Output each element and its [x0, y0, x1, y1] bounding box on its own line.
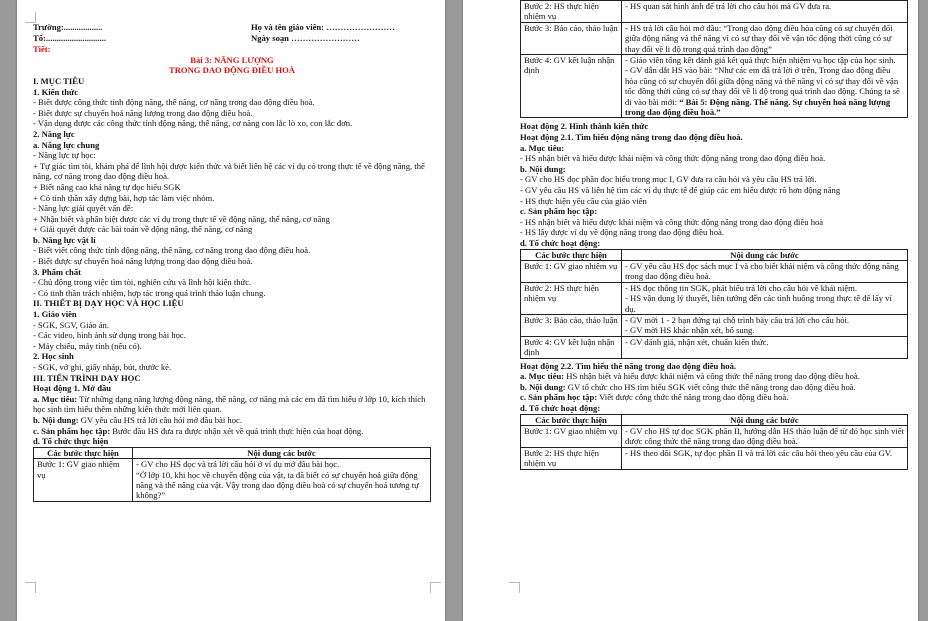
activity-detail-line — [33, 394, 431, 415]
body-line: - Năng lực tự học: — [33, 150, 96, 161]
document-page-right — [463, 0, 918, 621]
table-row — [521, 426, 908, 448]
content-label: b. Nội dung: — [520, 163, 566, 174]
activity-2-2-table — [520, 414, 908, 470]
table-cell-step: Bước 2: HS thực hiện nhiệm vụ — [521, 1, 622, 23]
page-left-content — [33, 0, 431, 502]
organization-label: d. Tổ chức hoạt động: — [520, 403, 601, 414]
body-line: + Giải quyết được các bài toán về động năng, thế năng, cơ năng — [33, 224, 253, 235]
section-heading: Hoạt động 1. Mở đầu — [33, 383, 112, 394]
table-row — [521, 261, 908, 283]
table-cell-content — [622, 282, 908, 314]
section-heading: 1. Kiến thức — [33, 86, 79, 97]
section-heading: I. MỤC TIÊU — [33, 75, 85, 86]
cell-line: - Giáo viên tổng kết đánh giá kết quả thực hiện nhiệm vụ học tập của học sinh. — [625, 55, 896, 66]
activity-1-table — [33, 447, 431, 502]
table-row — [521, 55, 908, 118]
group-field: Tổ:............................ — [33, 32, 107, 43]
table-cell-content: - GV cho HS tự đọc SGK phần II, hướng dẫn HS thảo luận để từ đó học sinh viết được công thức thế năng trong dao động điều hoà. — [622, 426, 908, 448]
activity-1-table-continued — [520, 0, 908, 118]
table-row — [521, 22, 908, 54]
table-cell-content — [622, 55, 908, 118]
table-cell-step: Bước 4: GV kết luận nhận định — [521, 336, 622, 358]
table-cell-content — [133, 459, 431, 502]
objective-label: a. Mục tiêu: — [520, 142, 565, 153]
lesson-body — [33, 76, 431, 394]
content-label: b. Nội dung: — [520, 381, 566, 392]
body-line: - Chủ động trong việc tìm tòi, nghiên cứu và lĩnh hội kiến thức. — [33, 277, 252, 288]
table-header: Các bước thực hiện — [34, 447, 133, 458]
cell-line — [625, 65, 904, 117]
page-corner-mark — [509, 582, 520, 593]
cell-text: - GV dẫn dắt HS vào bài: “Như các em đã trả lời ở trên, Trong dao động điều hòa cũng có sự chuyển đổi giữa động năng và thế năng vì có sự thay đổi về vận tốc đồng thời cũng có sự thay đổi về li độ trong quá trình dao động. Chúng ta sẽ đi vào bài mới: — [625, 65, 900, 107]
body-line: + Biết năng cao khả năng tự đọc hiểu SGK — [33, 181, 181, 192]
detail-text: Bước đầu HS đưa ra được nhận xét về quá trình thực hiện của hoạt động. — [110, 425, 364, 436]
cell-line: “Ở lớp 10, khi học về chuyển động của vật, ta đã biết có sự chuyển hoá giữa động năng và thế năng của vật. Vậy trong dao động điều hoà có sự chuyển hoá tương tự không?” — [136, 469, 419, 501]
product-label: c. Sản phẩm học tập: — [520, 206, 598, 217]
document-page-left — [17, 0, 445, 621]
body-line: - Biết viết công thức tính động năng, thế năng, cơ năng trong dao động điều hoà. — [33, 245, 311, 256]
table-row — [521, 336, 908, 358]
body-line: + Tự giác tìm tòi, khám phá để lĩnh hội được kiến thức và biết liên hệ các ví dụ có trong thực tế về động năng, thế năng, cơ năng trong dao động điều hoà. — [33, 160, 425, 182]
content-line: - HS thực hiện yêu cầu của giáo viên — [520, 195, 647, 206]
section-heading: II. THIẾT BỊ DẠY HỌC VÀ HỌC LIỆU — [33, 298, 184, 309]
table-row — [521, 1, 908, 23]
table-row — [521, 315, 908, 337]
header-row-2 — [33, 33, 431, 44]
body-line: - SGK, SGV, Giáo án. — [33, 319, 109, 330]
section-heading: 2. Học sinh — [33, 351, 74, 362]
body-line: + Có tinh thần xây dựng bài, hợp tác làm việc nhóm. — [33, 192, 215, 203]
cell-line: - GV mời 1 - 2 bạn đứng tại chỗ trình bày câu trả lời cho câu hỏi. — [625, 315, 850, 326]
new-lesson-title: “ Bài 5: Động năng. Thế năng. Sự chuyển hoá năng lượng trong dao động điều hoà.” — [625, 96, 891, 118]
table-row — [521, 282, 908, 314]
body-line: - SGK, vở ghi, giấy nháp, bút, thước kẻ. — [33, 362, 172, 372]
section-heading: 1. Giáo viên — [33, 309, 77, 320]
cell-line: - GV cho HS đọc và trả lời câu hỏi ở ví dụ mở đầu bài học. — [136, 459, 340, 470]
table-header: Nội dung các bước — [622, 414, 908, 425]
table-header: Nội dung các bước — [622, 249, 908, 260]
table-header: Các bước thực hiện — [521, 414, 622, 425]
section-heading: 2. Năng lực — [33, 128, 75, 139]
table-cell-step: Bước 2: HS thực hiện nhiệm vụ — [521, 447, 622, 469]
product-label: c. Sản phẩm học tập: — [520, 392, 598, 403]
section-heading: b. Năng lực vật lí — [33, 234, 96, 245]
product-line: - HS nhận biết và hiểu được khái niệm và công thức động năng trong dao động điều hoà — [520, 216, 824, 227]
body-line: - Biết được sự chuyển hoá năng lượng trong dao động điều hoà. — [33, 256, 253, 267]
table-cell-content — [622, 315, 908, 337]
cell-line: - HS vận dụng lý thuyết, liên tưởng đến các tình huống trong thực tế để lấy ví dụ. — [625, 293, 892, 314]
activity-detail-line — [33, 426, 431, 437]
detail-label: a. Mục tiêu: — [33, 393, 78, 404]
table-cell-content: - GV yêu cầu HS đọc sách mục I và cho biết khái niệm và công thức động năng trong dao động điều hoà. — [622, 261, 908, 283]
page-corner-mark — [25, 582, 36, 593]
content-line: - GV yêu cầu HS và liên hệ tìm các ví dụ thực tế để giúp các em hiểu được rõ hơn động năng — [520, 185, 841, 196]
table-cell-content: - HS quan sát hình ảnh để trả lời cho câu hỏi mà GV đưa ra. — [622, 1, 908, 23]
cell-line: - GV mời HS khác nhận xét, bổ sung. — [625, 325, 755, 336]
organization-label: d. Tổ chức hoạt động: — [520, 238, 601, 248]
body-line: - Vận dụng được các công thức tính động năng, thế năng, cơ năng con lắc lò xo, con lắc đơn. — [33, 118, 353, 129]
detail-text: GV yêu cầu HS trả lời câu hỏi mở đầu bài học. — [78, 414, 242, 425]
product-line: - HS lấy được ví dụ về động năng trong dao động điều hoà. — [520, 227, 724, 238]
activity-2-heading: Hoạt động 2. Hình thành kiến thức — [520, 121, 649, 132]
table-cell-step: Bước 4: GV kết luận nhận định — [521, 55, 622, 118]
objective-2 — [520, 371, 908, 382]
section-heading: a. Năng lực chung — [33, 139, 100, 150]
content-text: GV tổ chức cho HS tìm hiểu SGK viết công thức thế năng trong dao động điều hoà. — [565, 381, 856, 392]
body-line: - Các video, hình ảnh sử dụng trong bài học. — [33, 330, 186, 341]
objective-text: HS nhận biết và hiểu được khái niệm và công thức thế năng trong dao động điều hoà. — [564, 371, 860, 382]
lesson-title-line-1: Bài 3: NĂNG LƯỢNG — [190, 54, 274, 65]
page-right-content — [520, 0, 908, 470]
table-cell-step: Bước 3: Báo cáo, thảo luận — [521, 315, 622, 337]
activity-2-1-heading: Hoạt động 2.1. Tìm hiểu động năng trong dao động điều hoà. — [520, 132, 743, 143]
table-header-row — [521, 414, 908, 425]
product-2 — [520, 392, 908, 403]
table-cell-content: - HS trả lời câu hỏi mở đầu: “Trong dao động điều hòa cũng có sự chuyển đổi giữa động năng và thế năng vì có sự thay đổi về vận tốc động thời cũng có sự thay đổi về li độ trong quá trình dao động” — [622, 22, 908, 54]
product-text: Viết được công thức thế năng trong dao động điều hoà. — [597, 392, 789, 403]
cell-line: - HS đọc thông tin SGK, phát biểu trả lời cho câu hỏi về khái niệm. — [625, 282, 857, 293]
body-line: - Biết được công thức tính động năng, thế năng, cơ năng trong dao động điều hoà. — [33, 97, 315, 108]
body-line: - Biết được sự chuyển hoá năng lượng trong dao động điều hoà. — [33, 107, 253, 118]
content-2 — [520, 382, 908, 393]
table-row — [521, 447, 908, 469]
table-cell-step: Bước 2: HS thực hiện nhiệm vụ — [521, 282, 622, 314]
lesson-period: Tiết: — [33, 44, 51, 55]
detail-label: c. Sản phẩm học tập: — [33, 425, 111, 436]
activity-detail-line — [33, 415, 431, 426]
objective-text: - HS nhận biết và hiểu được khái niệm và công thức động năng trong dao động điều hoà. — [520, 153, 826, 164]
activity-2-1-table — [520, 249, 908, 359]
table-cell-step: Bước 1: GV giao nhiệm vụ — [521, 426, 622, 448]
table-header-row — [34, 447, 431, 458]
teacher-field: Họ và tên giáo viên: …………………… — [251, 22, 395, 32]
activity-2-2-heading: Hoạt động 2.2. Tìm hiểu thế năng trong dao động điều hoà. — [520, 360, 737, 371]
body-line: - Máy chiếu, máy tính (nếu có). — [33, 340, 142, 351]
table-header: Các bước thực hiện — [521, 249, 622, 260]
table-header-row — [521, 249, 908, 260]
body-line: - Năng lực giải quyết vấn đề: — [33, 203, 134, 214]
detail-text: Từ những dạng năng lượng động năng, thế năng, cơ năng mà các em đã tìm hiểu ở lớp 10, kích thích học sinh tìm hiểu thêm những kiến thức mới liên quan. — [33, 393, 426, 415]
table-cell-step: Bước 1: GV giao nhiệm vụ — [521, 261, 622, 283]
table-cell-step: Bước 1: GV giao nhiệm vụ — [34, 459, 133, 502]
table-cell-step: Bước 3: Báo cáo, thảo luận — [521, 22, 622, 54]
body-line: - Có tinh thần trách nhiệm, hợp tác trong quá trình thảo luận chung. — [33, 287, 266, 298]
objective-label: a. Mục tiêu: — [520, 371, 565, 382]
section-label: d. Tổ chức thực hiện — [33, 436, 109, 447]
detail-label: b. Nội dung: — [33, 414, 79, 425]
section-heading: 3. Phẩm chất — [33, 266, 81, 277]
header-row-1 — [33, 22, 431, 33]
table-cell-content: - HS theo dõi SGK, tự đọc phần II và trả lời các câu hỏi theo yêu cầu của GV. — [622, 447, 908, 469]
lesson-title-line-2: TRONG DAO ĐỘNG ĐIỀU HOÀ — [168, 65, 296, 76]
date-field: Ngày soạn …………………… — [251, 32, 360, 43]
page-corner-mark — [430, 582, 441, 593]
table-row — [34, 459, 431, 502]
school-field: Trường:.................. — [33, 22, 103, 32]
table-header: Nội dung các bước — [133, 447, 431, 458]
section-heading: III. TIẾN TRÌNH DẠY HỌC — [33, 372, 141, 383]
content-line: - GV cho HS đọc phần đọc hiểu trong mục I, GV đưa ra câu hỏi và yêu cầu HS trả lời. — [520, 174, 817, 185]
activity-1-details — [33, 394, 431, 436]
table-cell-content: - GV đánh giá, nhận xét, chuẩn kiến thức. — [622, 336, 908, 358]
body-line: + Nhận biết và phân biệt được các ví dụ trong thực tế về động năng, thế năng, cơ năng — [33, 213, 330, 224]
